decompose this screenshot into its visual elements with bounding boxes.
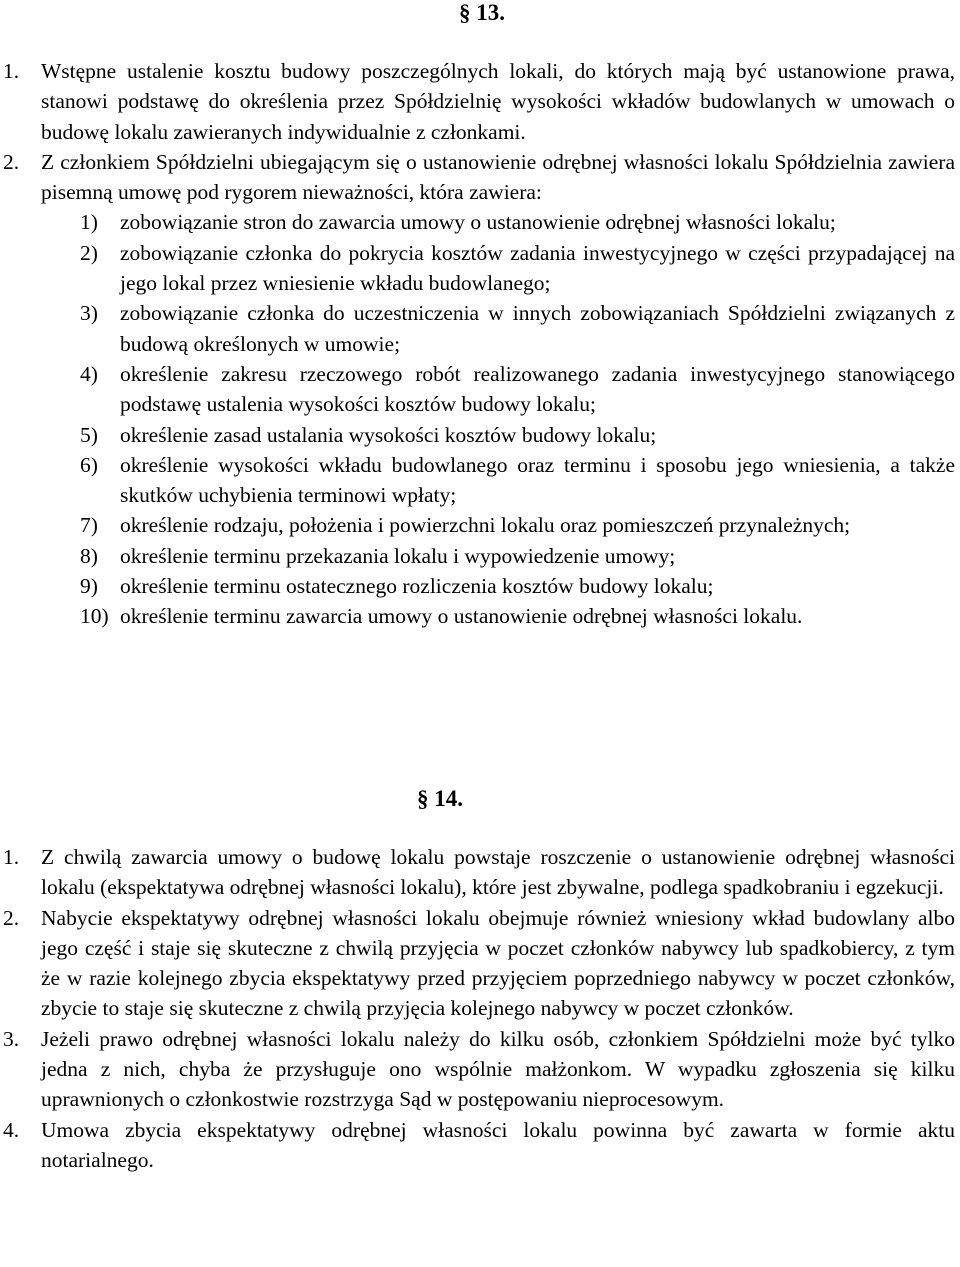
section-13-heading: § 13.: [459, 0, 505, 25]
list-item-number: 8): [80, 543, 98, 568]
list-item-number: 10): [80, 604, 109, 629]
paragraph-text: Z członkiem Spółdzielni ubiegającym się o ustanowienie odrębnej własności lokalu Spółdzielnia zawiera pisemną umowę pod rygorem nieważności, która zawiera:: [41, 149, 955, 205]
section-14-paragraph-1: [0, 842, 955, 903]
list-item-number: 3): [80, 301, 98, 326]
list-item-number: 6): [80, 452, 98, 477]
list-item-text: określenie terminu zawarcia umowy o ustanowienie odrębnej własności lokalu.: [120, 604, 803, 629]
list-item-number: 2): [80, 240, 98, 265]
list-item: [0, 541, 955, 571]
paragraph-text: Nabycie ekspektatywy odrębnej własności lokalu obejmuje również wniesiony wkład budowlany albo jego część i staje się skuteczne z chwilą przyjęcia w poczet członków nabywcy lub spadkobiercy, z tym że w razie kolejnego zbycia ekspektatywy przed przyjęciem poprzedniego nabywcy w poczet członków, zbycie to staje się skuteczne z chwilą przyjęcia kolejnego nabywcy w poczet członków.: [41, 905, 955, 1021]
paragraph-text: Jeżeli prawo odrębnej własności lokalu należy do kilku osób, członkiem Spółdzielni może być tylko jedna z nich, chyba że przysługuje ono wspólnie małżonkom. W wypadku zgłoszenia się kilku uprawnionych o członkostwie rozstrzyga Sąd w postępowaniu nieprocesowym.: [41, 1026, 955, 1112]
section-13-paragraph-2: [0, 147, 955, 208]
list-item: [0, 571, 955, 601]
list-item-number: 4): [80, 361, 98, 386]
list-item-text: zobowiązanie stron do zawarcia umowy o ustanowienie odrębnej własności lokalu;: [120, 210, 836, 235]
section-14-heading: § 14.: [417, 786, 463, 811]
section-13-body: [0, 56, 955, 632]
paragraph-text: Z chwilą zawarcia umowy o budowę lokalu powstaje roszczenie o ustanowienie odrębnej własności lokalu (ekspektatywa odrębnej własności lokalu), które jest zbywalne, podlega spadkobraniu i egzekucji.: [41, 845, 955, 900]
section-14-paragraph-2: [0, 903, 955, 1024]
list-item-text: zobowiązanie członka do uczestniczenia w innych zobowiązaniach Spółdzielni związanych z budową określonych w umowie;: [120, 301, 955, 356]
section-14-paragraph-4: [0, 1115, 955, 1176]
list-item-text: określenie wysokości wkładu budowlanego oraz terminu i sposobu jego wniesienia, a także skutków uchybienia terminowi wpłaty;: [120, 452, 955, 508]
list-item: [0, 359, 955, 420]
paragraph-number: 1.: [3, 845, 20, 869]
list-item: [0, 298, 955, 359]
section-14-paragraph-3: [0, 1024, 955, 1115]
section-14-body: [0, 842, 955, 1175]
list-item: [0, 510, 955, 540]
list-item: [0, 420, 955, 450]
list-item-text: określenie zakresu rzeczowego robót realizowanego zadania inwestycyjnego stanowiącego podstawę ustalenia wysokości kosztów budowy lokalu;: [120, 361, 955, 417]
list-item: [0, 207, 955, 237]
paragraph-number: 3.: [3, 1026, 20, 1051]
list-item-text: określenie rodzaju, położenia i powierzchni lokalu oraz pomieszczeń przynależnych;: [120, 513, 851, 538]
paragraph-number: 4.: [3, 1117, 20, 1142]
list-item-text: określenie zasad ustalania wysokości kosztów budowy lokalu;: [120, 422, 657, 447]
list-item: [0, 450, 955, 511]
section-13-paragraph-1: [0, 56, 955, 147]
list-item: [0, 238, 955, 299]
contract-contents-list: [0, 207, 955, 631]
list-item-text: określenie terminu ostatecznego rozliczenia kosztów budowy lokalu;: [120, 574, 714, 599]
list-item-text: zobowiązanie członka do pokrycia kosztów zadania inwestycyjnego w części przypadającej na jego lokal przez wniesienie wkładu budowlanego;: [120, 240, 955, 296]
paragraph-text: Wstępne ustalenie kosztu budowy poszczególnych lokali, do których mają być ustanowione prawa, stanowi podstawę do określenia przez Spółdzielnię wysokości wkładów budowlanych w umowach o budowę lokalu zawieranych indywidualnie z członkami.: [41, 59, 955, 144]
paragraph-number: 2.: [3, 905, 20, 930]
list-item: [0, 601, 955, 631]
list-item-number: 5): [80, 422, 98, 447]
paragraph-number: 2.: [3, 149, 20, 174]
list-item-number: 1): [80, 210, 98, 235]
list-item-number: 7): [80, 513, 98, 538]
list-item-number: 9): [80, 574, 98, 599]
paragraph-number: 1.: [3, 59, 20, 83]
list-item-text: określenie terminu przekazania lokalu i wypowiedzenie umowy;: [120, 543, 676, 568]
paragraph-text: Umowa zbycia ekspektatywy odrębnej własności lokalu powinna być zawarta w formie aktu notarialnego.: [41, 1117, 955, 1172]
